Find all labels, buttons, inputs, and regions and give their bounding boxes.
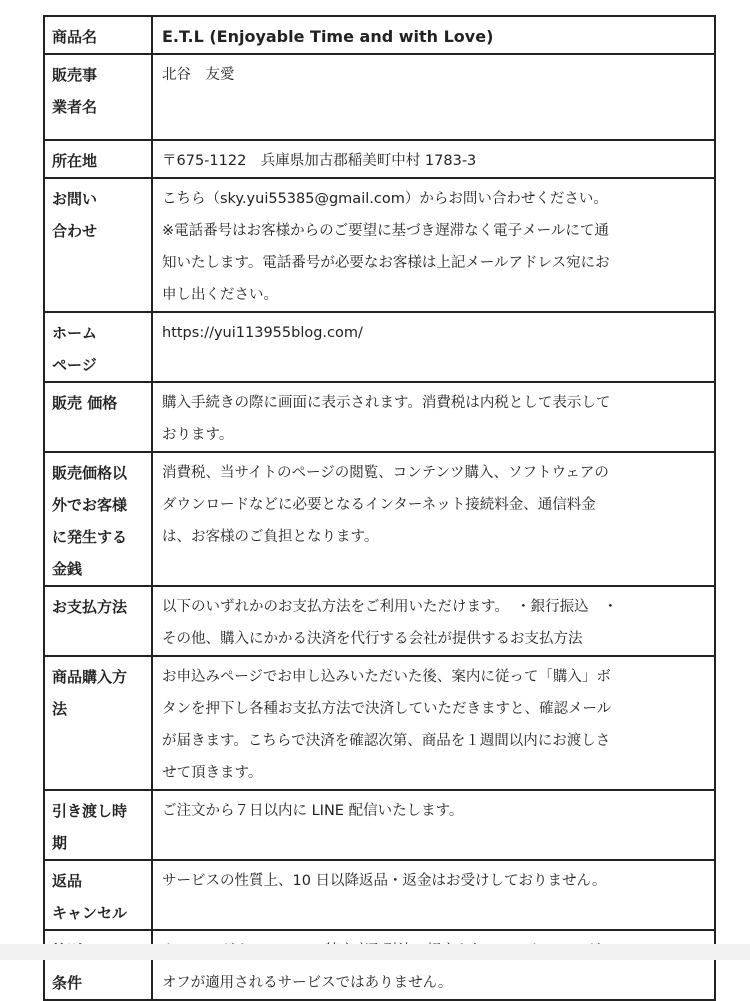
table-row-delivery-time: [44, 790, 715, 860]
row-value: [152, 382, 715, 452]
value-line: 北谷 友愛: [162, 67, 235, 83]
row-value: [152, 790, 715, 860]
bottom-strip: [0, 944, 750, 960]
table-row-price: [44, 382, 715, 452]
label-line: 所在地: [52, 152, 98, 170]
row-label: [44, 586, 152, 656]
value-line: サービスの性質上、10 日以降返品・返金はお受けしておりません。: [162, 873, 607, 889]
row-value: [152, 16, 715, 54]
label-line: 条件: [52, 974, 83, 992]
value-line: 〒675-1122 兵庫県加古郡稲美町中村 1783-3: [162, 153, 477, 169]
row-label: [44, 382, 152, 452]
row-label: [44, 16, 152, 54]
label-line: ホーム: [52, 324, 98, 342]
table-row-address: [44, 140, 715, 178]
row-value: [152, 586, 715, 656]
row-value: [152, 860, 715, 930]
commerce-disclosure-table: [43, 15, 716, 1001]
row-value: [152, 140, 715, 178]
row-value: [152, 930, 715, 1000]
label-line: 販売価格以: [52, 464, 128, 482]
label-line: キャンセル: [52, 904, 128, 922]
value-line: その他、購入にかかる決済を代行する会社が提供するお支払方法: [162, 631, 583, 647]
table-row-returns: [44, 860, 715, 930]
label-line: 業者名: [52, 98, 98, 116]
row-value: [152, 178, 715, 312]
row-value: [152, 312, 715, 382]
label-line: 販売 価格: [52, 394, 118, 412]
value-line: が届きます。こちらで決済を確認次第、商品を１週間以内にお渡しさ: [162, 733, 611, 749]
value-line: は、お客様のご負担となります。: [162, 529, 379, 545]
table-row-contact: [44, 178, 715, 312]
row-label: [44, 140, 152, 178]
value-line: E.T.L (Enjoyable Time and with Love): [162, 27, 494, 46]
table-row-homepage: [44, 312, 715, 382]
value-line: 以下のいずれかのお支払方法をご利用いただけます。 ・銀行振込 ・: [162, 599, 618, 615]
label-line: 返品: [52, 872, 83, 890]
row-label: [44, 178, 152, 312]
row-label: [44, 54, 152, 140]
value-line: タンを押下し各種お支払方法で決済していただきますと、確認メール: [162, 701, 612, 717]
label-line: 法: [52, 700, 68, 718]
label-line: 金銭: [52, 560, 83, 578]
table-row-additional-fees: [44, 452, 715, 586]
value-line: お申込みページでお申し込みいただいた後、案内に従って「購入」ボ: [162, 669, 611, 685]
value-line: 知いたします。電話番号が必要なお客様は上記メールアドレス宛にお: [162, 255, 610, 271]
label-line: に発生する: [52, 528, 128, 546]
row-label: [44, 312, 152, 382]
label-line: 外でお客様: [52, 496, 128, 514]
table-row-product-name: [44, 16, 715, 54]
row-label: [44, 860, 152, 930]
value-line: ご注文から７日以内に LINE 配信いたします。: [162, 803, 464, 819]
label-line: 販売事: [52, 66, 98, 84]
label-line: お問い: [52, 190, 98, 208]
row-label: [44, 930, 152, 1000]
value-line: おります。: [162, 427, 234, 443]
value-line: オフが適用されるサービスではありません。: [162, 975, 453, 991]
value-line: 消費税、当サイトのページの閲覧、コンテンツ購入、ソフトウェアの: [162, 465, 609, 481]
label-line: 商品名: [52, 28, 98, 46]
label-line: 引き渡し時: [52, 802, 128, 820]
label-line: お支払方法: [52, 598, 128, 616]
value-line: ※電話番号はお客様からのご要望に基づき遅滞なく電子メールにて通: [162, 223, 609, 239]
value-line: 購入手続きの際に画面に表示されます。消費税は内税として表示して: [162, 395, 611, 411]
value-line: https://yui113955blog.com/: [162, 325, 363, 341]
table-row-special-conditions: [44, 930, 715, 1000]
table-row-purchase-method: [44, 656, 715, 790]
value-line: ダウンロードなどに必要となるインターネット接続料金、通信料金: [162, 497, 596, 513]
label-line: ページ: [52, 356, 97, 374]
table-row-seller-name: [44, 54, 715, 140]
row-label: [44, 790, 152, 860]
label-line: 期: [52, 834, 68, 852]
table-row-payment-method: [44, 586, 715, 656]
label-line: 商品購入方: [52, 668, 128, 686]
value-line: せて頂きます。: [162, 765, 263, 781]
row-value: [152, 452, 715, 586]
label-line: 合わせ: [52, 222, 98, 240]
row-value: [152, 656, 715, 790]
value-line: 申し出ください。: [162, 287, 278, 303]
row-label: [44, 452, 152, 586]
row-value: [152, 54, 715, 140]
row-label: [44, 656, 152, 790]
value-line: こちら（sky.yui55385@gmail.com）からお問い合わせください。: [162, 191, 608, 207]
